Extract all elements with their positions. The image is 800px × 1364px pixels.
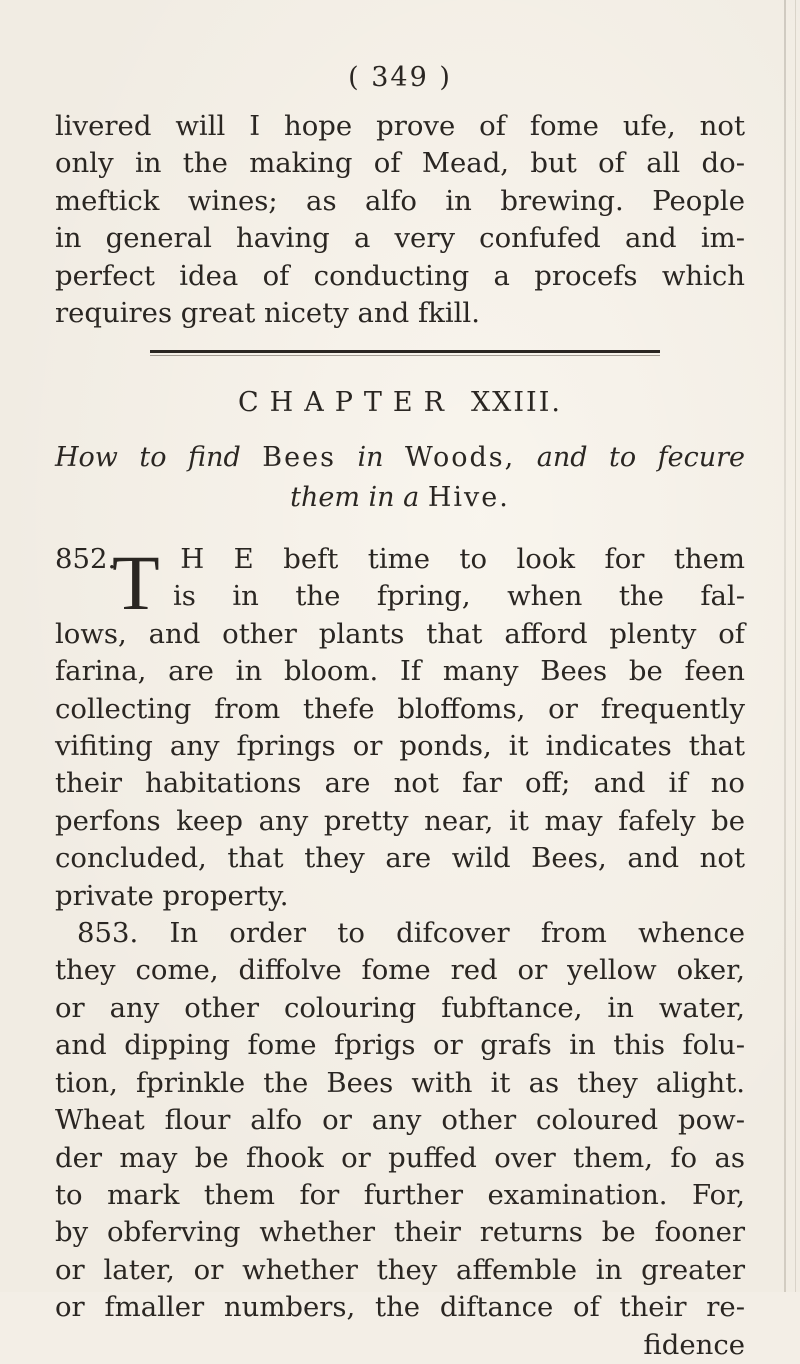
text-line: der may be fhook or puffed over them, fo as [55, 1141, 745, 1174]
body-paragraphs [55, 541, 745, 1364]
text-line: and dipping fome fprigs or grafs in this folu- [55, 1029, 745, 1062]
chapter-divider-rule-thin [150, 355, 660, 356]
chapter-number: XXIII. [470, 387, 562, 418]
text-line: or later, or whether they affemble in greater [55, 1253, 745, 1286]
chapter-heading [0, 387, 800, 418]
subtitle-how: How to find [55, 442, 241, 473]
text-line: perfons keep any pretty near, it may fafely be [55, 804, 745, 837]
text-line: private property. [55, 879, 289, 912]
drop-cap-letter: T [112, 539, 160, 626]
text-line: only in the making of Mead, but of all do- [55, 147, 745, 180]
text-line: vifiting any fprings or ponds, it indicates that [55, 730, 745, 763]
text-line: meftick wines; as alfo in brewing. People [55, 184, 745, 217]
text-line: requires great nicety and fkill. [55, 297, 480, 330]
text-line: in general having a very confufed and im- [55, 222, 745, 255]
subtitle-woods: Woods, [405, 442, 516, 473]
subtitle-hive: Hive. [427, 482, 510, 513]
text-line: concluded, that they are wild Bees, and not [55, 842, 745, 875]
section-852-line-1: H E beft time to look for them [180, 543, 745, 575]
subtitle-bees: Bees [262, 442, 336, 473]
section-852-first-line [55, 541, 745, 578]
section-852-line-2: is in the fpring, when the fal- [173, 580, 745, 613]
text-line: Wheat flour alfo or any other coloured pow- [55, 1104, 745, 1137]
page-number: ( 349 ) [348, 62, 452, 93]
chapter-divider-rule [150, 350, 660, 353]
text-line: collecting from thefe bloffoms, or frequently [55, 692, 745, 725]
text-line: lows, and other plants that afford plenty of [55, 617, 745, 650]
section-852-number: 852. [55, 543, 117, 575]
subtitle-them-in-a: them in a [290, 482, 420, 513]
text-line: farina, are in bloom. If many Bees be feen [55, 655, 745, 688]
text-line: their habitations are not far off; and if no [55, 767, 745, 800]
text-line: perfect idea of conducting a procefs which [55, 259, 745, 292]
catchword: fidence [643, 1328, 745, 1361]
text-line: to mark them for further examination. For, [55, 1178, 745, 1211]
text-line: tion, fprinkle the Bees with it as they alight. [55, 1066, 745, 1099]
text-line: or fmaller numbers, the diftance of their re- [55, 1291, 745, 1324]
text-line: or any other colouring fubftance, in water, [55, 991, 745, 1024]
page-edge-line [795, 0, 796, 1292]
subtitle-line-2 [55, 478, 745, 518]
page-edge-shadow [784, 0, 786, 1292]
text-line: by obferving whether their returns be fooner [55, 1216, 745, 1249]
text-line: 853. In order to difcover from whence [77, 917, 745, 950]
text-line: they come, diffolve fome red or yellow oker, [55, 954, 745, 987]
subtitle-in: in [357, 442, 384, 473]
top-paragraph [55, 108, 745, 332]
subtitle-line-1 [55, 438, 745, 478]
section-852-second-line [55, 578, 745, 615]
chapter-subtitle [55, 438, 745, 518]
text-line: livered will I hope prove of fome ufe, not [55, 110, 745, 142]
chapter-word: CHAPTER [238, 387, 455, 418]
subtitle-and-to-secure: and to fecure [536, 442, 745, 473]
